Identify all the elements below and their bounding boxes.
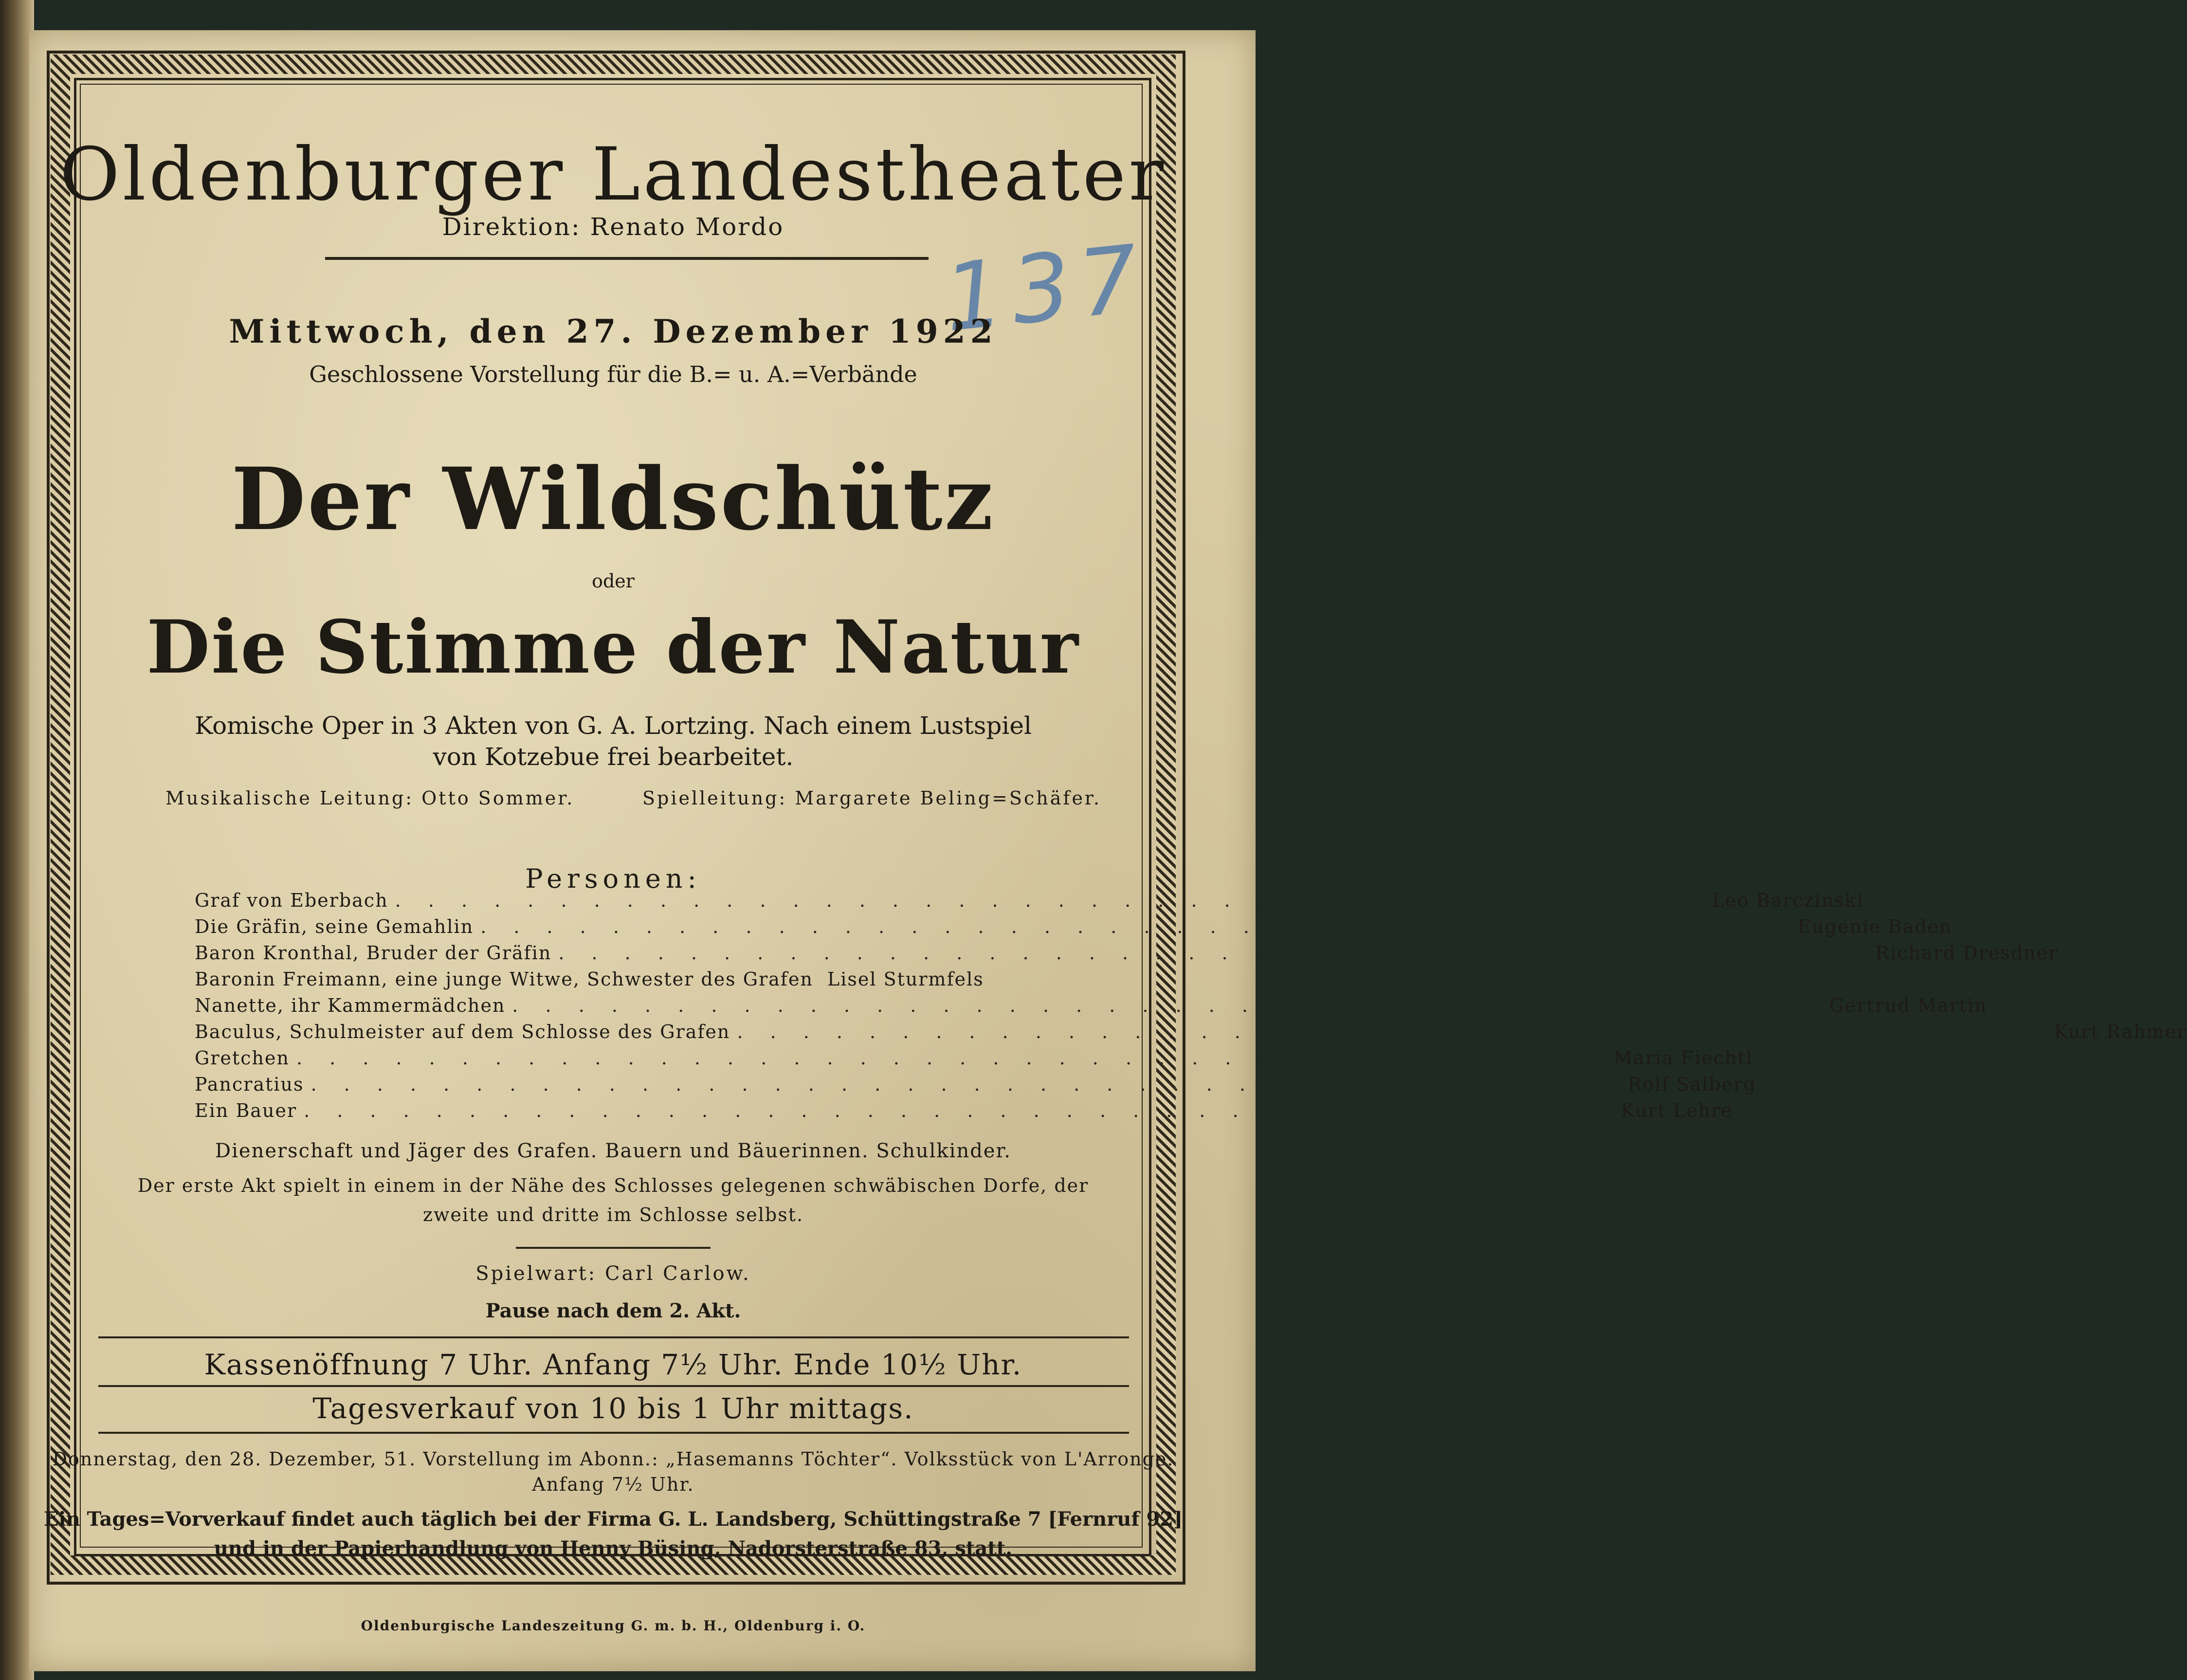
leader-dots: . . . . . . . . . . . . . . . . . . . . . . . . . . . . . . . . . . . . . . . . bbox=[310, 1074, 1621, 1095]
cast-row bbox=[195, 1047, 1753, 1074]
cast-actor: Richard Dresdner bbox=[1875, 942, 2059, 964]
cast-role: Pancratius bbox=[195, 1074, 304, 1095]
playbill-sheet bbox=[29, 30, 2187, 1671]
divider-line bbox=[98, 1432, 1129, 1434]
theater-name: Oldenburger Landestheater bbox=[59, 132, 1167, 217]
cast-row bbox=[195, 995, 1987, 1021]
short-rule bbox=[516, 1247, 711, 1249]
description-line-2: von Kotzebue frei bearbeitet. bbox=[433, 743, 794, 771]
printer-imprint: Oldenburgische Landeszeitung G. m. b. H., Oldenburg i. O. bbox=[361, 1618, 866, 1634]
next-performance-line-1: Donnerstag, den 28. Dezember, 51. Vorstellung im Abonn.: „Hasemanns Töchter“. Volksstück von L'Arronge. bbox=[52, 1448, 1174, 1470]
day-sale-line: Tagesverkauf von 10 bis 1 Uhr mittags. bbox=[312, 1392, 914, 1425]
advance-sale-line-1: Ein Tages=Vorverkauf findet auch täglich bei der Firma G. L. Landsberg, Schüttingstraße 7 [Fernruf 92] bbox=[43, 1508, 1183, 1531]
cast-role: Gretchen bbox=[195, 1047, 290, 1069]
leader-dots: . . . . . . . . . . . . . . . . . . . . . . . . . . . . . . . . . . . . . . . . bbox=[395, 890, 1705, 911]
leader-dots: . . . . . . . . . . . . . . . . . . . . . . . . . . . . . . . . . . . . . . . . bbox=[296, 1047, 1607, 1069]
advance-sale-line-2: und in der Papierhandlung von Henny Büsing, Nadorsterstraße 83, statt. bbox=[214, 1537, 1013, 1560]
cast-actor: Rolf Salberg bbox=[1627, 1074, 1756, 1095]
next-performance-line-2: Anfang 7½ Uhr. bbox=[532, 1474, 694, 1495]
leader-dots: . . . . . . . . . . . . . . . . . . . . . . . . . . . . . . . . . . . . . . . . bbox=[558, 942, 1869, 964]
cast-actor: Kurt Rahmer bbox=[2054, 1021, 2187, 1042]
leader-dots: . . . . . . . . . . . . . . . . . . . . . . . . . . . . . . . . . . . . . . . . bbox=[480, 916, 1791, 937]
handwritten-number: 137 bbox=[939, 224, 1152, 353]
cast-role: Nanette, ihr Kammermädchen bbox=[195, 995, 506, 1016]
oder-text: oder bbox=[592, 570, 635, 592]
cast-row bbox=[195, 1074, 1756, 1100]
intermission-line: Pause nach dem 2. Akt. bbox=[485, 1299, 741, 1322]
cast-role: Die Gräfin, seine Gemahlin bbox=[195, 916, 474, 937]
extras-line: Dienerschaft und Jäger des Grafen. Bauern und Bäuerinnen. Schulkinder. bbox=[215, 1140, 1011, 1162]
stage-direction: Spielleitung: Margarete Beling=Schäfer. bbox=[642, 787, 1101, 809]
cast-actor: Kurt Lehre bbox=[1621, 1100, 1733, 1121]
cast-role: Baronin Freimann, eine junge Witwe, Schwester des Grafen bbox=[195, 968, 813, 990]
cast-actor: Gertrud Martin bbox=[1829, 995, 1987, 1016]
cast-row bbox=[195, 1100, 1733, 1126]
divider-line bbox=[98, 1385, 1129, 1387]
play-title: Der Wildschütz bbox=[231, 449, 995, 549]
cast-actor: Eugenie Baden bbox=[1797, 916, 1952, 937]
performance-date: Mittwoch, den 27. Dezember 1922 bbox=[229, 312, 998, 350]
direction-line: Direktion: Renato Mordo bbox=[442, 213, 784, 241]
cast-row bbox=[195, 968, 1002, 995]
scene-line-2: zweite und dritte im Schlosse selbst. bbox=[422, 1204, 804, 1225]
cast-role: Ein Bauer bbox=[195, 1100, 297, 1121]
header-rule bbox=[325, 257, 929, 260]
cast-list bbox=[195, 890, 2187, 1126]
cast-row bbox=[195, 890, 1864, 916]
play-subtitle: Die Stimme der Natur bbox=[146, 604, 1080, 690]
cast-row bbox=[195, 916, 1952, 942]
leader-dots: . . . . . . . . . . . . . . . . . . . . . . . . . . . . . . . . . . . . . . . . bbox=[512, 995, 1822, 1016]
leader-dots: . . . . . . . . . . . . . . . . . . . . . . . . . . . . . . . . . . . . . . . . bbox=[304, 1100, 1614, 1121]
cast-role: Baculus, Schulmeister auf dem Schlosse des Grafen bbox=[195, 1021, 730, 1042]
cast-role: Baron Kronthal, Bruder der Gräfin bbox=[195, 942, 552, 964]
stage-manager-line: Spielwart: Carl Carlow. bbox=[475, 1262, 751, 1285]
divider-line bbox=[98, 1336, 1129, 1338]
cast-row bbox=[195, 942, 2059, 968]
cast-actor: Lisel Sturmfels bbox=[827, 968, 984, 990]
cast-role: Graf von Eberbach bbox=[195, 890, 388, 911]
description-line-1: Komische Oper in 3 Akten von G. A. Lortzing. Nach einem Lustspiel bbox=[195, 712, 1032, 740]
leader-dots: . . . . . . . . . . . . . . . . . . . . . . . . . . . . . . . . . . . . . . . . bbox=[737, 1021, 2047, 1042]
cast-row bbox=[195, 1021, 2187, 1047]
times-line: Kassenöffnung 7 Uhr. Anfang 7½ Uhr. Ende 10½ Uhr. bbox=[204, 1348, 1022, 1381]
closed-performance-note: Geschlossene Vorstellung für die B.= u. A.=Verbände bbox=[309, 361, 917, 387]
scene-line-1: Der erste Akt spielt in einem in der Nähe des Schlosses gelegenen schwäbischen Dorfe, der bbox=[137, 1175, 1089, 1196]
cast-actor: Leo Barczinski bbox=[1712, 890, 1864, 911]
cast-actor: Maria Fiechtl bbox=[1613, 1047, 1753, 1069]
cast-heading: Personen: bbox=[525, 863, 701, 894]
musical-direction: Musikalische Leitung: Otto Sommer. bbox=[165, 787, 575, 809]
